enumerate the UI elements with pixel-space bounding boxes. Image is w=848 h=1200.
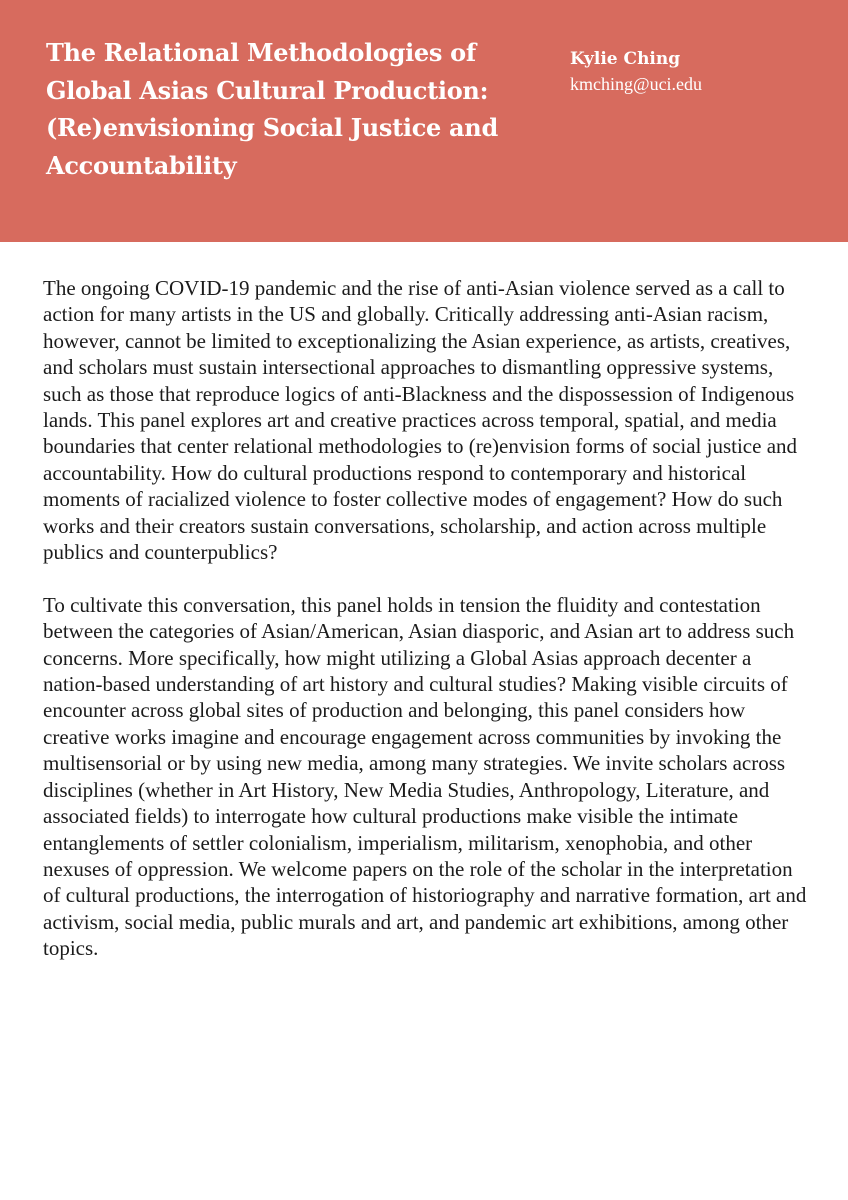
- author-name: Kylie Ching: [570, 49, 681, 69]
- author-block: [570, 46, 830, 96]
- abstract-body: [43, 275, 813, 988]
- document-title: The Relational Methodologies of Global Asias Cultural Production: (Re)envisioning Social Justice and Accountability: [46, 38, 498, 180]
- body-paragraph: The ongoing COVID-19 pandemic and the rise of anti-Asian violence served as a call to action for many artists in the US and globally. Critically addressing anti-Asian racism, however, cannot be limited to exceptionalizing the Asian experience, as artists, creatives, and scholars must sustain intersectional approaches to dismantling oppressive systems, such as those that reproduce logics of anti-Blackness and the dispossession of Indigenous lands. This panel explores art and creative practices across temporal, spatial, and media boundaries that center relational methodologies to (re)envision forms of social justice and accountability. How do cultural productions respond to contemporary and historical moments of racialized violence to foster collective modes of engagement? How do such works and their creators sustain conversations, scholarship, and action across multiple publics and counterpublics?: [43, 276, 798, 565]
- body-paragraph: To cultivate this conversation, this panel holds in tension the fluidity and contestation between the categories of Asian/American, Asian diasporic, and Asian art to address such concerns. More specifically, how might utilizing a Global Asias approach decenter a nation-based understanding of art history and cultural studies? Making visible circuits of encounter across global sites of production and belonging, this panel considers how creative works imagine and encourage engagement across communities by invoking the multisensorial or by using new media, among many strategies. We invite scholars across disciplines (whether in Art History, New Media Studies, Anthropology, Literature, and associated fields) to interrogate how cultural productions make visible the intimate entanglements of settler colonialism, imperialism, militarism, xenophobia, and other nexuses of oppression. We welcome papers on the role of the scholar in the interpretation of cultural productions, the interrogation of historiography and narrative formation, art and activism, social media, public murals and art, and pandemic art exhibitions, among other topics.: [43, 592, 807, 961]
- author-email: kmching@uci.edu: [570, 74, 703, 94]
- header-banner: [0, 0, 848, 242]
